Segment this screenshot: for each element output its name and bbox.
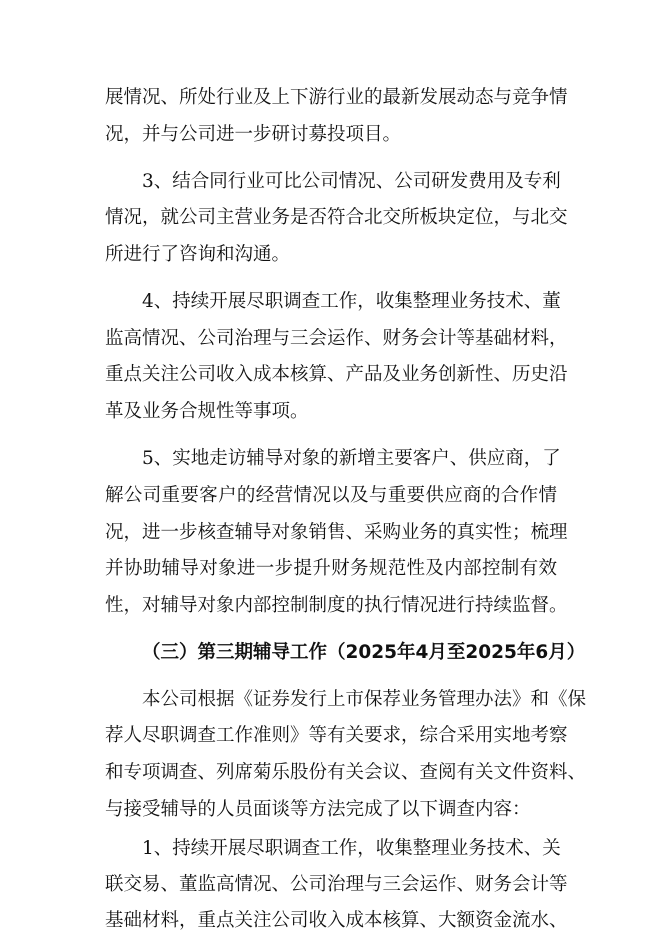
paragraph-line: 1、持续开展尽职调查工作，收集整理业务技术、关 [142, 838, 561, 859]
paragraph-line: 况，进一步核查辅导对象销售、采购业务的真实性；梳理 [105, 522, 568, 543]
paragraph-line: 基础材料，重点关注公司收入成本核算、大额资金流水、 [105, 910, 568, 931]
paragraph-line: 解公司重要客户的经营情况以及与重要供应商的合作情 [105, 485, 557, 506]
paragraph-line: 5、实地走访辅导对象的新增主要客户、供应商，了 [142, 448, 561, 469]
paragraph-line: 联交易、董监高情况、公司治理与三会运作、财务会计等 [105, 874, 568, 895]
paragraph-line: 与接受辅导的人员面谈等方法完成了以下调查内容： [105, 799, 531, 820]
paragraph-line: 革及业务合规性等事项。 [105, 401, 309, 422]
paragraph-line: 监高情况、公司治理与三会运作、财务会计等基础材料， [105, 328, 568, 349]
paragraph-line: 3、结合同行业可比公司情况、公司研发费用及专利 [142, 171, 561, 192]
paragraph-line: 本公司根据《证券发行上市保荐业务管理办法》和《保 [142, 689, 587, 710]
paragraph-line: 所进行了咨询和沟通。 [105, 244, 291, 265]
paragraph-line: 性，对辅导对象内部控制制度的执行情况进行持续监督。 [105, 595, 568, 616]
paragraph-line: 情况，就公司主营业务是否符合北交所板块定位，与北交 [105, 207, 568, 228]
section-heading: （三）第三期辅导工作（2025年4月至2025年6月） [142, 642, 586, 663]
paragraph-line: 和专项调查、列席菊乐股份有关会议、查阅有关文件资料、 [105, 762, 587, 783]
paragraph-line: 展情况、所处行业及上下游行业的最新发展动态与竞争情 [105, 87, 568, 108]
paragraph-line: 荐人尽职调查工作准则》等有关要求，综合采用实地考察 [105, 725, 568, 746]
paragraph-line: 并协助辅导对象进一步提升财务规范性及内部控制有效 [105, 558, 557, 579]
paragraph-line: 况，并与公司进一步研讨募投项目。 [105, 124, 402, 145]
paragraph-line: 4、持续开展尽职调查工作，收集整理业务技术、董 [142, 291, 561, 312]
paragraph-line: 重点关注公司收入成本核算、产品及业务创新性、历史沿 [105, 364, 568, 385]
